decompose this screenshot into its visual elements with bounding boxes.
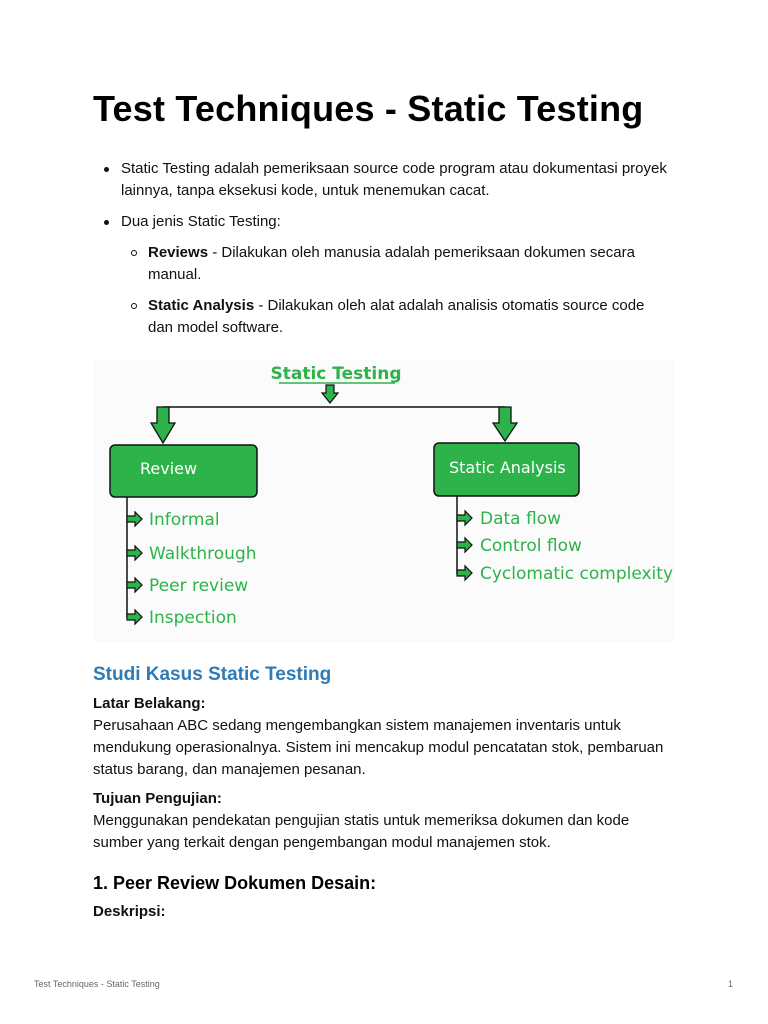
sub-bullet-list [121, 242, 673, 339]
sub-bullet-bold: Reviews [148, 244, 209, 261]
footer-title: Test Techniques - Static Testing [34, 979, 160, 989]
background-text: Perusahaan ABC sedang mengembangkan sistem manajemen inventaris untuk mendukung operasionalnya. Sistem ini mencakup modul pencatatan stok, pembaruan status barang, dan manajemen pesanan. [93, 717, 664, 778]
review-box-label: Review [140, 459, 198, 478]
diagram-item-label: Cyclomatic complexity [480, 564, 674, 584]
down-arrow-icon [322, 385, 338, 403]
diagram-item-label: Inspection [149, 608, 237, 628]
sub-bullet-text: - Dilakukan oleh manusia adalah pemeriksaan dokumen secara manual. [148, 244, 635, 283]
bullet-list [93, 158, 673, 348]
diagram-item-label: Data flow [480, 509, 562, 529]
right-arrow-icon [457, 538, 472, 552]
sub-bullet-text: - Dilakukan oleh alat adalah analisis otomatis source code dan model software. [148, 297, 645, 336]
diagram-item-label: Peer review [149, 576, 249, 596]
static-testing-diagram [93, 360, 675, 642]
right-arrow-icon [127, 512, 142, 526]
right-arrow-icon [127, 578, 142, 592]
page-title: Test Techniques - Static Testing [93, 88, 644, 129]
diagram-svg [93, 360, 675, 642]
right-arrow-icon [127, 546, 142, 560]
bullet-item [93, 158, 673, 202]
static-analysis-box-label: Static Analysis [449, 458, 566, 477]
diagram-item-label: Walkthrough [149, 544, 257, 564]
section-heading: 1. Peer Review Dokumen Desain: [93, 873, 377, 893]
page-number: 1 [728, 979, 734, 989]
deskripsi-label: Deskripsi: [93, 903, 166, 920]
bullet-text: Static Testing adalah pemeriksaan source code program atau dokumentasi proyek lainnya, tanpa eksekusi kode, untuk menemukan cacat. [121, 160, 667, 199]
goal-text: Menggunakan pendekatan pengujian statis untuk memeriksa dokumen dan kode sumber yang terkait dengan pengembangan modul manajemen stok. [93, 812, 630, 851]
background-label: Latar Belakang: [93, 695, 206, 712]
right-arrow-icon [457, 511, 472, 525]
bullet-item [93, 211, 673, 339]
background-section [93, 693, 673, 781]
sub-bullet-item [121, 295, 673, 339]
diagram-item-label: Control flow [480, 536, 582, 556]
sub-bullet-bold: Static Analysis [148, 297, 255, 314]
goal-section [93, 788, 673, 854]
down-arrow-icon [493, 407, 517, 441]
down-arrow-icon [151, 407, 175, 443]
goal-label: Tujuan Pengujian: [93, 790, 222, 807]
bullet-text: Dua jenis Static Testing: [121, 213, 281, 230]
right-arrow-icon [457, 566, 472, 580]
diagram-title: Static Testing [270, 364, 402, 384]
case-study-heading: Studi Kasus Static Testing [93, 664, 332, 685]
diagram-item-label: Informal [149, 510, 220, 530]
sub-bullet-item [121, 242, 673, 286]
right-arrow-icon [127, 610, 142, 624]
